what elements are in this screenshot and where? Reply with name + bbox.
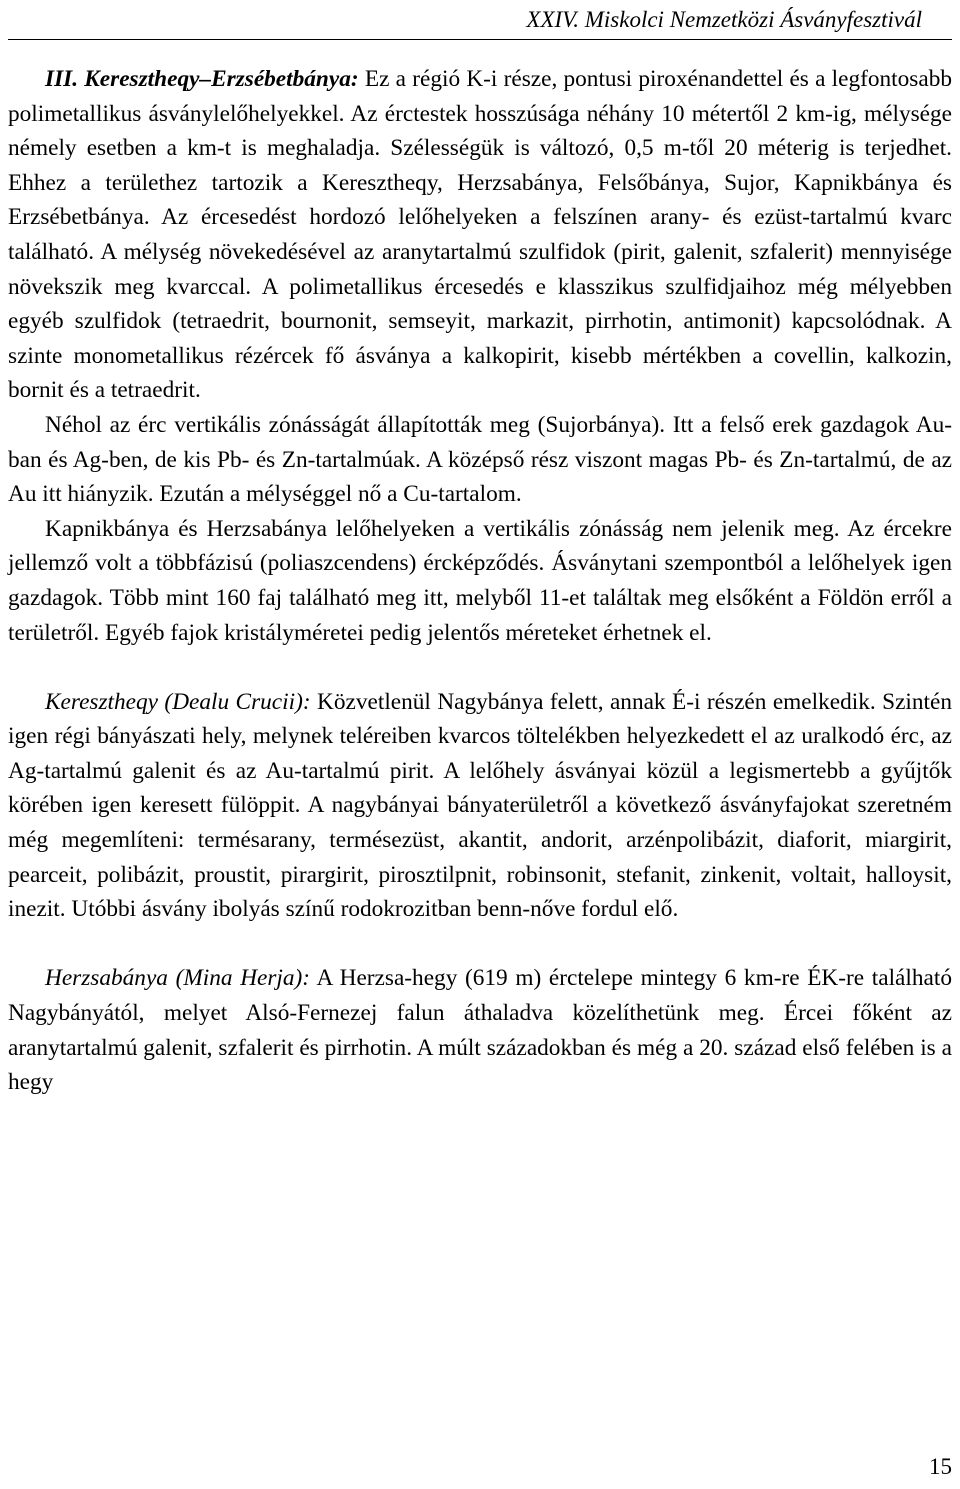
section-region3-paragraph-2: Néhol az érc vertikális zónásságát állapították meg (Sujorbánya). Itt a felső erek gazdagok Au-ban és Ag-ben, de kis Pb- és Zn-tartalmúak. A középső rész viszont magas Pb- és Zn-tartalmú, de az Au itt hiányzik. Ezután a mélységgel nő a Cu-tartalom. xyxy=(8,411,952,508)
section-region3-paragraph-1 xyxy=(8,62,952,408)
section-region3-text-1: Ez a régió K-i része, pontusi piroxénandettel és a legfontosabb polimetallikus ásványlelőhelyekkel. Az érctestek hosszúsága néhány 10 métertől 2 km-ig, mélysége némely esetben a km-t is meghaladja. Szélességük is változó, 0,5 m-től 20 méterig is terjedhet. Ehhez a területhez tartozik a Keresztheqy, Herzsabánya, Felsőbánya, Sujor, Kapnikbánya és Erzsébetbánya. Az ércesedést hordozó lelőhelyeken a felszínen arany- és ezüst-tartalmú kvarc található. A mélység növekedésével az aranytartalmú szulfidok (pirit, galenit, szfalerit) mennyisége növekszik meg kvarccal. A polimetallikus ércesedés e klasszikus szulfidjaihoz még mélyebben egyéb szulfidok (tetraedrit, bournonit, semseyit, markazit, pirrhotin, antimonit) kapcsolódnak. A szinte monometallikus rézércek fő ásványa a kalkopirit, kisebb mértékben a covellin, kalkozin, bornit és a tetraedrit. xyxy=(8,66,953,404)
header-divider xyxy=(8,39,952,40)
page-body xyxy=(8,62,952,1100)
section-region3-heading: III. Keresztheqy–Erzsébetbánya: xyxy=(45,66,359,92)
section-region3-paragraph-3: Kapnikbánya és Herzsabánya lelőhelyeken a vertikális zónásság nem jelenik meg. Az ércekre jellemző volt a többfázisú (poliaszcendens) ércképződés. Ásványtani szempontból a lelőhelyek igen gazdagok. Több mint 160 faj található meg itt, melyből 11-et találtak meg elsőként a Földön erről a területről. Egyéb fajok kristályméretei pedig jelentős méreteket érhetnek el. xyxy=(8,515,952,646)
herzsabanya-paragraph xyxy=(8,961,952,1099)
keresztheqy-paragraph xyxy=(8,685,952,927)
keresztheqy-heading: Keresztheqy (Dealu Crucii): xyxy=(45,688,311,715)
herzsabanya-heading: Herzsabánya (Mina Herja): xyxy=(45,965,311,992)
running-header: XXIV. Miskolci Nemzetközi Ásványfesztivál xyxy=(526,7,922,32)
herzsabanya-text: A Herzsa-hegy (619 m) érctelepe mintegy 6 km-re ÉK-re található Nagybányától, melyet Alsó-Fernezej falun áthaladva közelíthetünk meg. Ércei főként az aranytartalmú galenit, szfalerit és pirrhotin. A múlt századokban és még a 20. század első felében is a hegy xyxy=(8,965,952,1096)
keresztheqy-text: Közvetlenül Nagybánya felett, annak É-i részén emelkedik. Szintén igen régi bányászati hely, melynek teléreiben kvarcos töltelékben helyezkedett el az uralkodó érc, az Ag-tartalmú galenit és az Au-tartalmú pirit. A lelőhely ásványai közül a legismertebb a gyűjtők körében igen keresett fülöppit. A nagybányai bányaterületről a következő ásványfajokat szeretném még megemlíteni: termésarany, termésezüst, akantit, andorit, arzénpolibázit, diaforit, miargirit, pearceit, polibázit, proustit, pirargirit, pirosztilpnit, robinsonit, stefanit, zinkenit, voltait, halloysit, inezit. Utóbbi ásvány ibolyás színű rodokrozitban benn-nőve fordul elő. xyxy=(8,688,952,923)
page-number: 15 xyxy=(929,1454,952,1479)
